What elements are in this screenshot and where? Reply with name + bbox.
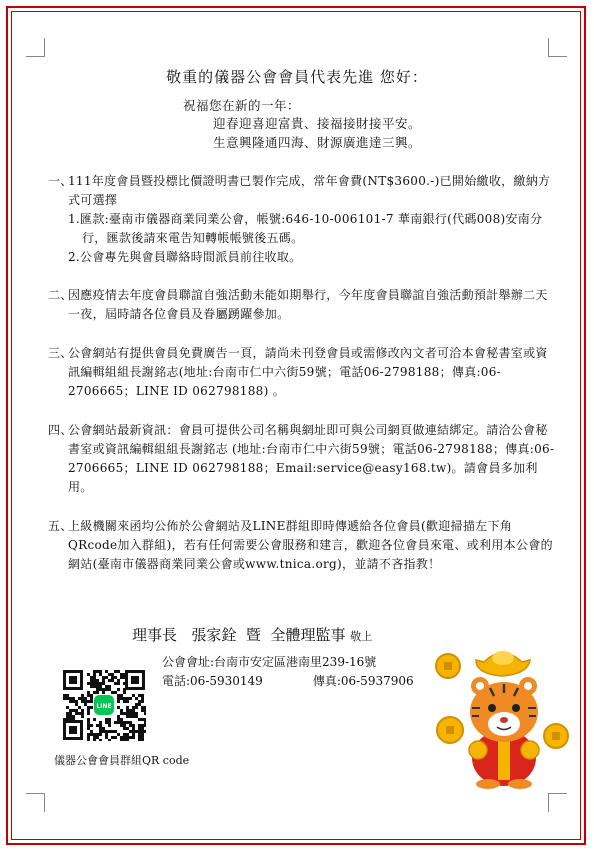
signature-and: 暨 (245, 626, 261, 644)
item-number: 四、 (48, 423, 73, 437)
item-sub-point: 2.公會專先與會員聯絡時間派員前往收取。 (68, 250, 302, 264)
gold-coin-icon (436, 654, 460, 678)
item-sub-point: 1.匯款:臺南市儀器商業同業公會，帳號:646-10-006101-7 華南銀行(代碼008)安南分行，匯款後請來電告知轉帳帳號後五碼。 (68, 212, 543, 245)
wish-line: 祝福您在新的一年： (183, 98, 301, 113)
qr-finder-bottom-left (63, 720, 83, 740)
crop-mark-top-right (548, 38, 567, 57)
item-body: 公會網站有提供會員免費廣告一頁，請尚未刊登會員或需修改內文者可洽本會秘書室或資訊編輯組組長謝銘志(地址:台南市仁中六街59號；電話06-2798188；傳真:06-2706665；LINE ID 062798188) 。 (68, 346, 548, 398)
item-body: 上級機關來函均公佈於公會網站及LINE群組即時傳遞給各位會員(歡迎掃描左下角QRcode加入群組)，若有任何需要公會服務和建言，歡迎各位會員來電、或利用本公會的網站(臺南市儀器商業同業公會或www.tnica.org)，並請不吝指教！ (68, 519, 553, 571)
item-number: 一、 (48, 174, 73, 188)
qr-finder-top-right (125, 670, 145, 690)
gold-ingot-icon (476, 651, 530, 676)
qr-center-label: LINE (96, 703, 112, 710)
qr-code-label: 儀器公會會員群組QR code (54, 754, 190, 767)
gold-coin-icon (437, 717, 463, 743)
crop-mark-top-left (26, 38, 45, 57)
item-number: 三、 (48, 346, 73, 360)
notice-item-2 (48, 286, 556, 324)
signature-closing: 敬上 (350, 630, 373, 643)
item-body: 因應疫情去年度會員聯誼自強活動未能如期舉行，今年度會員聯誼自強活動預計舉辦二天一夜，屆時請各位會員及眷屬踴躍參加。 (68, 288, 548, 321)
item-body: 111年度會員暨投標比價證明書已製作完成，常年會費(NT$3600.-)已開始繳收，繳納方式可選擇 (68, 174, 551, 207)
crop-mark-bottom-right (548, 793, 567, 812)
notice-item-3 (48, 344, 556, 401)
notice-item-1 (48, 172, 556, 267)
wish-line: 迎春迎喜迎富貴、接福接財接平安。 (213, 116, 422, 131)
contact-fax: 傳真:06-5937906 (312, 674, 414, 688)
gold-coin-icon (544, 724, 568, 748)
signature-name: 張家銓 (191, 626, 237, 644)
contact-phone: 電話:06-5930149 (162, 674, 263, 688)
wish-line: 生意興隆通四海、財源廣進達三興。 (213, 135, 422, 150)
tiger-head (470, 677, 538, 742)
greeting-heading: 敬重的儀器公會會員代表先進 您好： (166, 68, 428, 86)
notice-item-4 (48, 421, 556, 497)
item-number: 五、 (48, 519, 73, 533)
tiger-mascot-illustration (432, 640, 572, 790)
contact-phone-fax (162, 672, 414, 691)
signature-title: 理事長 (132, 626, 178, 644)
contact-address: 公會會址:台南市安定區港南里239-16號 (162, 655, 377, 669)
crop-mark-bottom-left (26, 793, 45, 812)
notice-item-5 (48, 517, 556, 574)
line-group-qr-code[interactable] (62, 669, 146, 741)
signature-line (132, 624, 372, 645)
line-logo-icon (94, 695, 114, 715)
contact-block (162, 653, 414, 691)
item-body: 公會網站最新資訊：會員可提供公司名稱與網址即可與公司網頁做連結綁定。請洽公會秘書室或資訊編輯組組長謝銘志 (地址:台南市仁中六街59號；電話06-2798188；傳真:06-2706665；LINE ID 062798188；Email:service@easy168.tw)。請會員多加利用。 (68, 423, 555, 494)
item-number: 二、 (48, 288, 73, 302)
signature-board: 全體理監事 (270, 626, 346, 644)
qr-finder-top-left (63, 670, 83, 690)
